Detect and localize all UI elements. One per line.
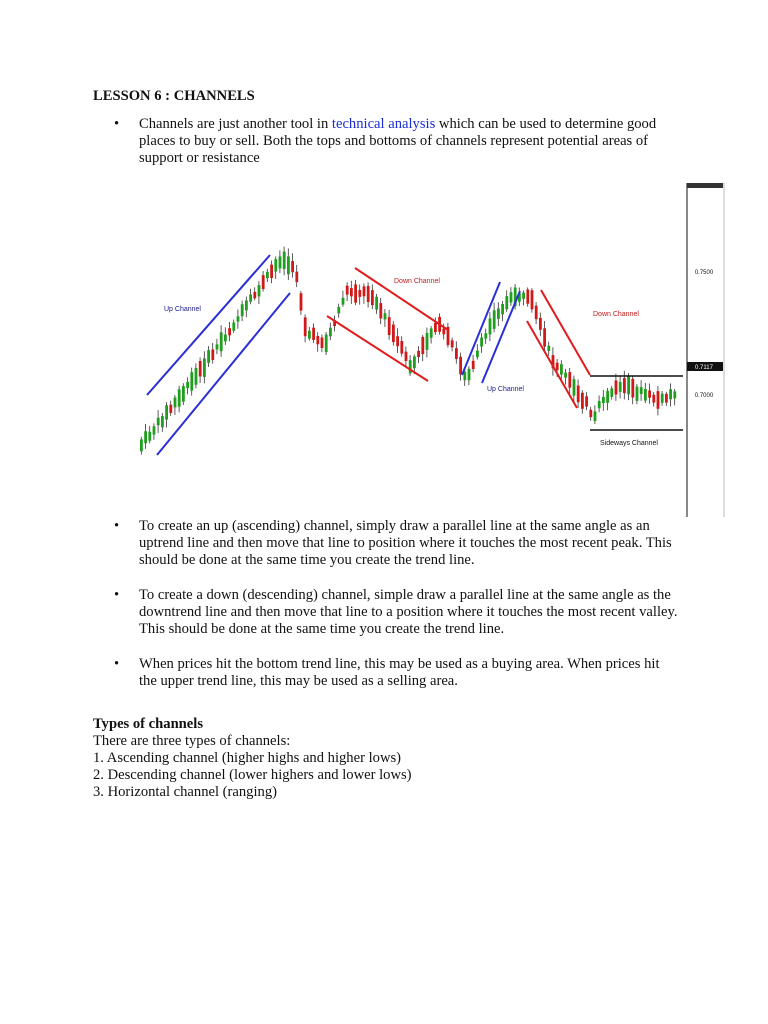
- candle-body: [253, 292, 256, 299]
- candle-body: [657, 391, 660, 409]
- candle-body: [346, 286, 349, 295]
- candle-body: [547, 346, 550, 351]
- candle-body: [568, 372, 571, 388]
- bullet-2: [114, 518, 679, 569]
- candle-body: [363, 286, 366, 296]
- candle-body: [249, 294, 252, 301]
- up-channel-label: Up Channel: [164, 306, 201, 313]
- bullet-4-text: When prices hit the bottom trend line, this may be used as a buying area. When prices hit the upper trend line, this may be used as a selling area.: [139, 656, 660, 689]
- types-item: 2. Descending channel (lower highers and lower lows): [93, 767, 412, 783]
- candle-body: [329, 328, 332, 337]
- candle-body: [190, 372, 193, 390]
- candle-body: [602, 397, 605, 403]
- bullet-1-text-start: Channels are just another tool in: [139, 116, 332, 132]
- candle-body: [594, 411, 597, 421]
- candle-body: [237, 316, 240, 321]
- candle-body: [644, 389, 647, 401]
- axis-header-block: [687, 183, 723, 188]
- candle-body: [157, 418, 160, 425]
- candle-body: [581, 393, 584, 409]
- candle-body: [388, 317, 391, 335]
- candle-body: [648, 390, 651, 397]
- candle-body: [493, 310, 496, 329]
- bullet-2-text: To create an up (ascending) channel, simply draw a parallel line at the same angle as an uptrend line and then move that line to position where it touches the most recent peak. This should be done at the same time you create the trend line.: [139, 518, 672, 568]
- candle-body: [148, 432, 151, 441]
- candle-body: [526, 290, 529, 304]
- candle-body: [426, 333, 429, 350]
- candle-body: [300, 293, 303, 310]
- sideways-channel-label: Sideways Channel: [600, 440, 658, 447]
- up-channel-1-upper-line: [147, 255, 270, 395]
- candle-body: [615, 380, 618, 394]
- candle-body: [640, 387, 643, 394]
- bullet-dot: •: [114, 656, 120, 672]
- candle-body: [266, 272, 269, 278]
- candle-body: [543, 328, 546, 346]
- bullet-dot: •: [114, 116, 120, 132]
- candle-body: [228, 328, 231, 335]
- candle-body: [598, 401, 601, 408]
- candle-body: [325, 335, 328, 353]
- candle-body: [489, 318, 492, 334]
- candle-body: [195, 368, 198, 385]
- types-title: Types of channels: [93, 716, 204, 732]
- bullet-1-text-end: which can be used to determine good places to buy or sell. Both the tops and bottoms of channels represent potential areas of support or resistance: [139, 116, 657, 166]
- candle-body: [510, 292, 513, 302]
- candle-body: [375, 297, 378, 310]
- price-tick-label: 0.7000: [694, 393, 714, 399]
- candle-body: [384, 313, 387, 319]
- candle-body: [455, 348, 458, 359]
- candle-body: [665, 394, 668, 403]
- candle-body: [413, 356, 416, 368]
- candle-body: [577, 386, 580, 403]
- candle-body: [497, 308, 500, 318]
- up-channel-label: Up Channel: [487, 386, 524, 393]
- candle-body: [367, 286, 370, 302]
- candle-body: [224, 335, 227, 342]
- up-channel-1-lower-line: [157, 293, 290, 455]
- candle-body: [476, 351, 479, 357]
- up-channel-2-lower-line: [482, 291, 520, 383]
- candle-body: [304, 317, 307, 336]
- candle-body: [535, 306, 538, 320]
- candle-body: [308, 331, 311, 339]
- candle-body: [434, 323, 437, 332]
- types-item: 1. Ascending channel (higher highs and higher lows): [93, 750, 402, 766]
- candle-body: [652, 395, 655, 403]
- bullet-4: [114, 656, 679, 690]
- candle-body: [337, 307, 340, 313]
- candle-body: [610, 388, 613, 396]
- candle-body: [220, 332, 223, 351]
- candle-body: [484, 333, 487, 338]
- candle-body: [421, 337, 424, 354]
- candle-body: [245, 300, 248, 310]
- candle-body: [631, 379, 634, 398]
- candle-body: [186, 382, 189, 388]
- types-of-channels-section: [93, 716, 653, 801]
- candle-body: [312, 328, 315, 340]
- candle-body: [430, 328, 433, 337]
- candle-body: [140, 439, 143, 451]
- candle-body: [468, 369, 471, 380]
- candle-body: [354, 284, 357, 302]
- candle-body: [564, 373, 567, 378]
- candle-body: [291, 261, 294, 272]
- candle-body: [371, 290, 374, 305]
- candle-body: [182, 386, 185, 402]
- candle-body: [480, 338, 483, 347]
- candle-body: [165, 405, 168, 419]
- candle-body: [144, 431, 147, 443]
- candle-body: [505, 296, 508, 309]
- candle-body: [627, 376, 630, 395]
- candle-body: [451, 340, 454, 347]
- bullet-dot: •: [114, 518, 120, 534]
- candle-body: [573, 379, 576, 395]
- candle-body: [472, 361, 475, 369]
- candle-body: [673, 391, 676, 398]
- candle-body: [661, 394, 664, 403]
- candle-body: [623, 378, 626, 393]
- candle-body: [589, 410, 592, 417]
- candle-body: [396, 336, 399, 346]
- candle-body: [274, 259, 277, 271]
- price-tick-label: 0.7117: [695, 365, 713, 371]
- candle-body: [262, 275, 265, 289]
- candle-body: [405, 352, 408, 361]
- candle-body: [522, 293, 525, 299]
- candle-body: [556, 363, 559, 370]
- down-channel-2-lower-line: [527, 321, 577, 408]
- candle-body: [560, 364, 563, 374]
- candle-body: [358, 290, 361, 297]
- candle-body: [316, 336, 319, 344]
- candle-body: [279, 256, 282, 268]
- candle-body: [342, 298, 345, 305]
- down-channel-label: Down Channel: [593, 311, 639, 318]
- candle-body: [350, 288, 353, 296]
- candle-body: [636, 387, 639, 401]
- bullet-dot: •: [114, 587, 120, 603]
- price-tick-label: 0.7500: [694, 270, 714, 276]
- candle-body: [417, 351, 420, 357]
- candle-body: [216, 344, 219, 349]
- candle-body: [161, 416, 164, 427]
- candle-body: [241, 304, 244, 316]
- candle-body: [270, 265, 273, 278]
- types-item: 3. Horizontal channel (ranging): [93, 784, 277, 800]
- candle-body: [283, 252, 286, 269]
- candle-body: [203, 358, 206, 377]
- candle-body: [585, 396, 588, 406]
- down-channel-2-upper-line: [541, 290, 590, 375]
- channels-chart: [130, 183, 730, 517]
- candle-body: [232, 323, 235, 331]
- down-channel-label: Down Channel: [394, 278, 440, 285]
- candle-body: [606, 391, 609, 403]
- candle-body: [174, 397, 177, 407]
- bullet-1: [114, 116, 679, 167]
- candle-body: [392, 325, 395, 342]
- types-intro: There are three types of channels:: [93, 733, 291, 749]
- candle-body: [258, 285, 261, 296]
- candle-body: [619, 382, 622, 392]
- technical-analysis-link[interactable]: technical analysis: [331, 116, 436, 132]
- bullet-3-text: To create a down (descending) channel, simple draw a parallel line at the same angle as the downtrend line and then move that line to a position where it touches the most recent valley. This should be done at the same time you create the trend line.: [139, 587, 678, 637]
- lesson-title: LESSON 6 : CHANNELS: [93, 88, 255, 104]
- channels-figure: [130, 183, 730, 517]
- candle-body: [501, 304, 504, 314]
- candle-body: [169, 405, 172, 413]
- candle-body: [400, 341, 403, 354]
- candle-body: [531, 290, 534, 309]
- candle-body: [178, 389, 181, 406]
- candle-body: [153, 426, 156, 434]
- candle-body: [459, 357, 462, 374]
- candle-body: [539, 318, 542, 330]
- candle-body: [211, 349, 214, 360]
- candle-body: [207, 350, 210, 363]
- candle-body: [379, 303, 382, 318]
- candle-body: [199, 361, 202, 376]
- bullet-3: [114, 587, 679, 638]
- candle-body: [321, 338, 324, 349]
- candle-body: [287, 256, 290, 274]
- candle-body: [442, 329, 445, 335]
- candle-body: [295, 272, 298, 282]
- candle-body: [669, 389, 672, 399]
- down-channel-1-lower-line: [327, 316, 428, 381]
